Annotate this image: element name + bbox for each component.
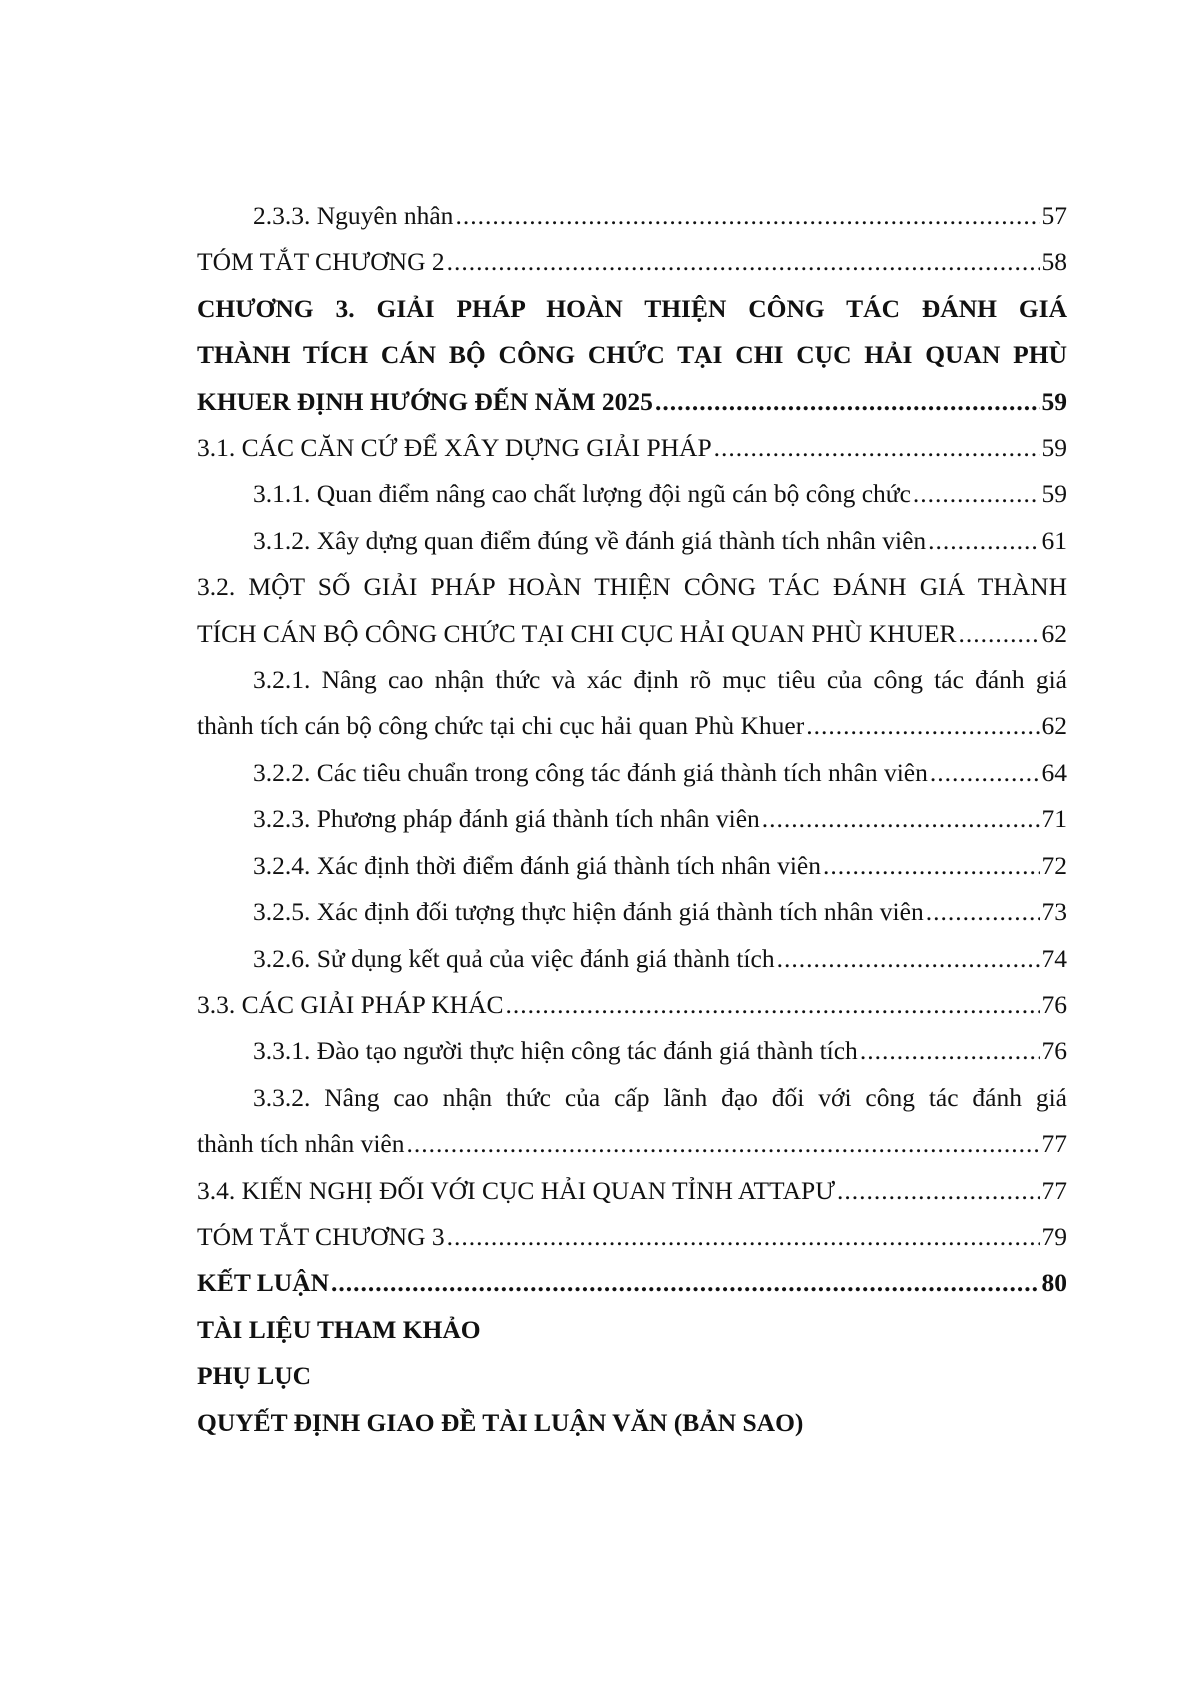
toc-page-number: 57 <box>1041 201 1067 230</box>
toc-entry[interactable] <box>197 657 1067 750</box>
toc-page-number: 74 <box>1041 943 1067 973</box>
toc-entry[interactable] <box>197 750 1067 796</box>
toc-entry-title: 2.3.3. Nguyên nhân <box>253 201 454 230</box>
dot-leader <box>930 750 1040 796</box>
toc-page-number: 61 <box>1041 525 1067 555</box>
toc-entry-title: PHỤ LỤC <box>197 1361 312 1391</box>
dot-leader <box>806 703 1039 749</box>
toc-page-number: 64 <box>1041 757 1067 787</box>
dot-leader <box>331 1260 1039 1306</box>
toc-entry[interactable] <box>197 564 1067 657</box>
dot-leader <box>777 936 1040 982</box>
dot-leader <box>762 796 1040 842</box>
toc-entry[interactable] <box>197 982 1067 1028</box>
dot-leader <box>926 889 1040 935</box>
toc-entry[interactable] <box>197 1400 1067 1446</box>
toc-page-number: 76 <box>1041 1036 1067 1066</box>
toc-entry[interactable] <box>197 889 1067 935</box>
toc-entry-title: 3.2.2. Các tiêu chuẩn trong công tác đánh giá thành tích nhân viên <box>253 757 928 787</box>
toc-entry-title: KẾT LUẬN <box>197 1268 330 1298</box>
toc-entry-title: TÓM TẮT CHƯƠNG 2 <box>197 247 445 277</box>
toc-entry[interactable] <box>197 936 1067 982</box>
toc-entry-title: thành tích cán bộ công chức tại chi cục hải quan Phù Khuer <box>197 711 805 741</box>
toc-entry[interactable] <box>197 239 1067 285</box>
toc-entry[interactable] <box>197 471 1067 517</box>
toc-entry-title: TÓM TẮT CHƯƠNG 3 <box>197 1221 445 1251</box>
toc-entry-title: KHUER ĐỊNH HƯỚNG ĐẾN NĂM 2025 <box>197 386 653 416</box>
toc-page-number: 59 <box>1041 479 1067 509</box>
toc-entry-line: 3.2. MỘT SỐ GIẢI PHÁP HOÀN THIỆN CÔNG TÁC ĐÁNH GIÁ THÀNH <box>197 572 1067 602</box>
toc-entry-title: 3.2.5. Xác định đối tượng thực hiện đánh giá thành tích nhân viên <box>253 897 924 927</box>
toc-page-number: 77 <box>1041 1129 1067 1159</box>
toc-entry-title: TÍCH CÁN BỘ CÔNG CHỨC TẠI CHI CỤC HẢI QUAN PHÙ KHUER <box>197 618 957 648</box>
toc-entry[interactable] <box>197 1214 1067 1260</box>
toc-entry-title: 3.1. CÁC CĂN CỨ ĐỂ XÂY DỰNG GIẢI PHÁP <box>197 433 712 463</box>
toc-entry-title: 3.4. KIẾN NGHỊ ĐỐI VỚI CỤC HẢI QUAN TỈNH ATTAPƯ <box>197 1175 835 1205</box>
toc-entry[interactable] <box>197 1307 1067 1353</box>
toc-entry-title: 3.2.3. Phương pháp đánh giá thành tích nhân viên <box>253 804 760 834</box>
dot-leader <box>455 193 1039 239</box>
toc-entry-line: 3.3.2. Nâng cao nhận thức của cấp lãnh đạo đối với công tác đánh giá <box>253 1082 1067 1112</box>
toc-entry-title: 3.2.6. Sử dụng kết quả của việc đánh giá thành tích <box>253 943 775 973</box>
dot-leader <box>506 982 1040 1028</box>
toc-page-number: 77 <box>1041 1175 1067 1205</box>
toc-page-number: 80 <box>1041 1268 1067 1298</box>
dot-leader <box>655 379 1040 425</box>
dot-leader <box>447 1214 1040 1260</box>
toc-page-number: 62 <box>1041 618 1067 648</box>
toc-entry[interactable] <box>197 518 1067 564</box>
dot-leader <box>913 471 1040 517</box>
toc-page-number: 72 <box>1041 850 1067 880</box>
toc-entry[interactable] <box>197 1075 1067 1168</box>
dot-leader <box>928 518 1039 564</box>
dot-leader <box>823 843 1040 889</box>
toc-entry-title: 3.2.4. Xác định thời điểm đánh giá thành tích nhân viên <box>253 850 821 880</box>
toc-entry-title: 3.3.1. Đào tạo người thực hiện công tác đánh giá thành tích <box>253 1036 858 1066</box>
toc-entry-title: 3.1.1. Quan điểm nâng cao chất lượng đội ngũ cán bộ công chức <box>253 479 911 509</box>
toc-entry[interactable] <box>197 193 1067 239</box>
toc-entry[interactable] <box>197 1260 1067 1306</box>
toc-entry-line: 3.2.1. Nâng cao nhận thức và xác định rõ mục tiêu của công tác đánh giá <box>253 665 1067 695</box>
dot-leader <box>714 425 1040 471</box>
toc-entry[interactable] <box>197 1353 1067 1399</box>
toc-entry[interactable] <box>197 286 1067 425</box>
toc-entry-title: TÀI LIỆU THAM KHẢO <box>197 1314 481 1344</box>
dot-leader <box>959 611 1040 657</box>
toc-page-number: 73 <box>1041 897 1067 927</box>
toc-entry[interactable] <box>197 425 1067 471</box>
dot-leader <box>837 1168 1040 1214</box>
toc-entry[interactable] <box>197 843 1067 889</box>
dot-leader <box>447 239 1040 285</box>
toc-page-number: 59 <box>1041 386 1067 416</box>
toc-entry-title: 3.3. CÁC GIẢI PHÁP KHÁC <box>197 989 504 1019</box>
toc-entry-title: thành tích nhân viên <box>197 1129 405 1159</box>
toc-entry-line: CHƯƠNG 3. GIẢI PHÁP HOÀN THIỆN CÔNG TÁC ĐÁNH GIÁ <box>197 293 1067 323</box>
toc-page-number: 58 <box>1041 247 1067 277</box>
table-of-contents <box>197 193 1067 1446</box>
dot-leader <box>407 1121 1040 1167</box>
toc-page-number: 79 <box>1041 1221 1067 1251</box>
toc-entry[interactable] <box>197 796 1067 842</box>
dot-leader <box>860 1028 1040 1074</box>
toc-page-number: 71 <box>1041 804 1067 834</box>
toc-entry[interactable] <box>197 1028 1067 1074</box>
toc-page-number: 76 <box>1041 989 1067 1019</box>
toc-entry[interactable] <box>197 1168 1067 1214</box>
toc-entry-title: QUYẾT ĐỊNH GIAO ĐỀ TÀI LUẬN VĂN (BẢN SAO) <box>197 1407 804 1437</box>
toc-entry-title: 3.1.2. Xây dựng quan điểm đúng về đánh giá thành tích nhân viên <box>253 525 927 555</box>
toc-entry-line: THÀNH TÍCH CÁN BỘ CÔNG CHỨC TẠI CHI CỤC HẢI QUAN PHÙ <box>197 340 1067 370</box>
toc-page-number: 59 <box>1041 433 1067 463</box>
toc-page-number: 62 <box>1041 711 1067 741</box>
